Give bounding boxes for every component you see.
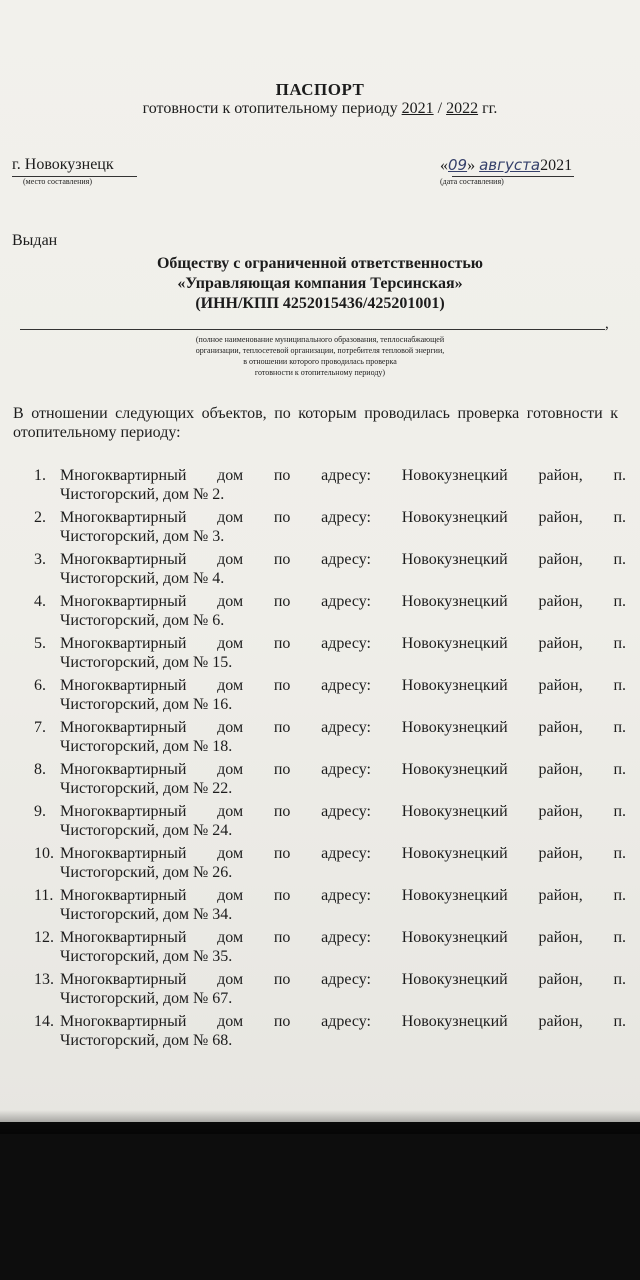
list-item-word: адресу: — [321, 761, 371, 778]
list-item-word: район, — [538, 761, 583, 778]
date-day: 09 — [448, 156, 468, 174]
list-item-word: дом — [217, 887, 244, 904]
list-item-word: Новокузнецкий — [401, 509, 508, 526]
date-caption: (дата составления) — [440, 177, 504, 186]
place-caption: (место составления) — [23, 177, 92, 186]
list-item-word: адресу: — [321, 551, 371, 568]
list-item-number: 10. — [34, 845, 54, 862]
list-item-text — [60, 550, 626, 588]
list-item-word: район, — [538, 593, 583, 610]
list-item-word: Многоквартирный — [60, 551, 187, 568]
list-item-word: п. — [613, 551, 626, 568]
list-item-word: Многоквартирный — [60, 1013, 187, 1030]
list-item-word: по — [273, 551, 291, 568]
list-item-number: 5. — [34, 635, 46, 652]
list-item-word: Многоквартирный — [60, 761, 187, 778]
list-item-word: Новокузнецкий — [401, 635, 508, 652]
list-item-word: Многоквартирный — [60, 593, 187, 610]
list-item-number: 1. — [34, 467, 46, 484]
org-comma: , — [605, 316, 609, 332]
list-item-address: Чистогорский, дом № 22. — [60, 780, 233, 797]
list-item-word: Новокузнецкий — [401, 593, 508, 610]
list-item-word: район, — [538, 467, 583, 484]
list-item-address: Чистогорский, дом № 2. — [60, 486, 225, 503]
list-item-word: район, — [538, 971, 583, 988]
list-item-word: адресу: — [321, 509, 371, 526]
date-year: 2021 — [540, 157, 573, 174]
list-item-text — [60, 466, 626, 504]
list-item-word: п. — [613, 929, 626, 946]
list-item-text — [60, 508, 626, 546]
date-open-quote: « — [440, 157, 448, 174]
list-item-word: по — [273, 677, 291, 694]
list-item — [34, 802, 626, 844]
list-item-word: Новокузнецкий — [401, 551, 508, 568]
list-item-word: адресу: — [321, 887, 371, 904]
list-item-word: Многоквартирный — [60, 845, 187, 862]
org-caption-line: организации, теплосетевой организации, потребителя тепловой энергии, — [195, 346, 445, 355]
list-item-number: 12. — [34, 929, 54, 946]
list-item-word: Новокузнецкий — [401, 803, 508, 820]
list-item-line1 — [60, 676, 626, 695]
list-item-line1 — [60, 886, 626, 905]
list-item-line1 — [60, 508, 626, 527]
list-item-word: адресу: — [321, 677, 371, 694]
list-item-address: Чистогорский, дом № 68. — [60, 1032, 233, 1049]
list-item-word: п. — [613, 761, 626, 778]
list-item-word: по — [273, 719, 291, 736]
list-item-word: Новокузнецкий — [401, 887, 508, 904]
list-item-word: п. — [613, 887, 626, 904]
list-item-word: п. — [613, 845, 626, 862]
list-item-word: район, — [538, 803, 583, 820]
list-item-word: район, — [538, 845, 583, 862]
list-item-text — [60, 844, 626, 882]
list-item-address: Чистогорский, дом № 34. — [60, 906, 233, 923]
list-item — [34, 634, 626, 676]
list-item-word: по — [273, 467, 291, 484]
list-item-number: 3. — [34, 551, 46, 568]
org-inn-kpp: (ИНН/КПП 4252015436/425201001) — [195, 295, 445, 312]
list-item-text — [60, 718, 626, 756]
list-item-word: Новокузнецкий — [401, 971, 508, 988]
date-close-quote: » — [467, 157, 476, 174]
org-caption-line: (полное наименование муниципального образования, теплоснабжающей — [195, 335, 445, 344]
document-subtitle — [0, 100, 640, 118]
list-item-line1 — [60, 466, 626, 485]
list-item-number: 4. — [34, 593, 46, 610]
list-item-line1 — [60, 970, 626, 989]
list-item-word: п. — [613, 593, 626, 610]
photo-shadow — [0, 1110, 640, 1134]
list-item-word: Многоквартирный — [60, 971, 187, 988]
list-item-word: район, — [538, 1013, 583, 1030]
list-item-word: Многоквартирный — [60, 467, 187, 484]
list-item-number: 6. — [34, 677, 46, 694]
list-item — [34, 718, 626, 760]
list-item-text — [60, 676, 626, 714]
list-item-word: по — [273, 509, 291, 526]
list-item-word: адресу: — [321, 593, 371, 610]
list-item-line1 — [60, 550, 626, 569]
list-item-address: Чистогорский, дом № 3. — [60, 528, 225, 545]
list-item-address: Чистогорский, дом № 16. — [60, 696, 233, 713]
list-item-word: дом — [217, 929, 244, 946]
list-item-number: 9. — [34, 803, 46, 820]
list-item-address: Чистогорский, дом № 15. — [60, 654, 233, 671]
list-item-number: 8. — [34, 761, 46, 778]
list-item-text — [60, 592, 626, 630]
list-item-word: дом — [217, 803, 244, 820]
list-item-line1 — [60, 1012, 626, 1031]
list-item-word: Многоквартирный — [60, 887, 187, 904]
objects-list — [34, 466, 626, 1054]
list-item-word: Многоквартирный — [60, 929, 187, 946]
year-to: 2022 — [446, 100, 479, 117]
list-item-word: п. — [613, 509, 626, 526]
list-item-word: адресу: — [321, 845, 371, 862]
list-item-word: дом — [217, 467, 244, 484]
list-item-address: Чистогорский, дом № 4. — [60, 570, 225, 587]
date-month: августа — [479, 156, 541, 174]
list-item-text — [60, 634, 626, 672]
list-item-word: по — [273, 803, 291, 820]
list-item-word: Новокузнецкий — [401, 845, 508, 862]
list-item — [34, 928, 626, 970]
document-title: ПАСПОРТ — [275, 80, 365, 99]
list-item-word: дом — [217, 635, 244, 652]
list-item-word: Многоквартирный — [60, 509, 187, 526]
list-item-word: дом — [217, 509, 244, 526]
list-item-line1 — [60, 928, 626, 947]
list-item-line1 — [60, 802, 626, 821]
list-item-text — [60, 760, 626, 798]
list-item-word: по — [273, 761, 291, 778]
list-item-word: п. — [613, 467, 626, 484]
list-item-word: Новокузнецкий — [401, 719, 508, 736]
objects-intro: В отношении следующих объектов, по которым проводилась проверка готовности к отопительному периоду: — [13, 405, 618, 441]
list-item — [34, 508, 626, 550]
list-item-word: дом — [217, 719, 244, 736]
list-item-word: по — [273, 845, 291, 862]
list-item-number: 7. — [34, 719, 46, 736]
list-item-number: 11. — [34, 887, 54, 904]
list-item-word: по — [273, 971, 291, 988]
list-item-word: Многоквартирный — [60, 677, 187, 694]
list-item-word: Новокузнецкий — [401, 1013, 508, 1030]
list-item-address: Чистогорский, дом № 35. — [60, 948, 233, 965]
year-separator: / — [437, 100, 443, 117]
list-item-text — [60, 1012, 626, 1050]
list-item-word: адресу: — [321, 467, 371, 484]
list-item-word: Новокузнецкий — [401, 467, 508, 484]
list-item-line1 — [60, 634, 626, 653]
year-suffix: гг. — [482, 100, 498, 117]
org-caption-line: готовности к отопительному периоду) — [254, 368, 386, 377]
list-item-word: район, — [538, 551, 583, 568]
list-item-word: по — [273, 635, 291, 652]
list-item — [34, 676, 626, 718]
list-item — [34, 886, 626, 928]
issued-label: Выдан — [12, 232, 58, 249]
list-item-word: район, — [538, 635, 583, 652]
list-item-word: Многоквартирный — [60, 803, 187, 820]
list-item-word: адресу: — [321, 719, 371, 736]
list-item-address: Чистогорский, дом № 18. — [60, 738, 233, 755]
list-item-word: дом — [217, 761, 244, 778]
list-item-word: Многоквартирный — [60, 719, 187, 736]
list-item-word: район, — [538, 509, 583, 526]
list-item — [34, 466, 626, 508]
list-item-word: адресу: — [321, 803, 371, 820]
list-item-word: п. — [613, 803, 626, 820]
org-caption — [0, 334, 640, 378]
list-item-word: по — [273, 1013, 291, 1030]
list-item-word: район, — [538, 887, 583, 904]
year-from: 2021 — [401, 100, 434, 117]
list-item — [34, 760, 626, 802]
list-item-line1 — [60, 760, 626, 779]
list-item-text — [60, 802, 626, 840]
list-item-word: п. — [613, 635, 626, 652]
document-date — [440, 156, 572, 175]
org-name-line1: Обществу с ограниченной ответственностью — [156, 255, 484, 272]
list-item-word: Новокузнецкий — [401, 677, 508, 694]
org-underline — [20, 329, 605, 330]
list-item-address: Чистогорский, дом № 24. — [60, 822, 233, 839]
list-item-line1 — [60, 844, 626, 863]
list-item-text — [60, 970, 626, 1008]
list-item-word: п. — [613, 1013, 626, 1030]
list-item-address: Чистогорский, дом № 26. — [60, 864, 233, 881]
org-name-line2: «Управляющая компания Терсинская» — [177, 275, 463, 292]
list-item-line1 — [60, 592, 626, 611]
subtitle-text: готовности к отопительному периоду — [142, 100, 398, 117]
list-item-word: район, — [538, 929, 583, 946]
list-item-word: дом — [217, 971, 244, 988]
org-caption-line: в отношении которого проводилась проверка — [243, 357, 397, 366]
list-item-number: 14. — [34, 1013, 54, 1030]
list-item-number: 13. — [34, 971, 54, 988]
list-item-word: дом — [217, 845, 244, 862]
list-item-word: дом — [217, 677, 244, 694]
list-item — [34, 592, 626, 634]
list-item — [34, 844, 626, 886]
list-item-word: Многоквартирный — [60, 635, 187, 652]
list-item-word: дом — [217, 593, 244, 610]
list-item-word: район, — [538, 677, 583, 694]
list-item-word: п. — [613, 677, 626, 694]
list-item-word: п. — [613, 971, 626, 988]
list-item-word: по — [273, 887, 291, 904]
list-item-address: Чистогорский, дом № 67. — [60, 990, 233, 1007]
list-item-line1 — [60, 718, 626, 737]
list-item-word: район, — [538, 719, 583, 736]
list-item-word: п. — [613, 719, 626, 736]
list-item — [34, 970, 626, 1012]
list-item-word: дом — [217, 551, 244, 568]
list-item-word: адресу: — [321, 929, 371, 946]
list-item-word: по — [273, 593, 291, 610]
list-item-word: адресу: — [321, 1013, 371, 1030]
list-item-address: Чистогорский, дом № 6. — [60, 612, 225, 629]
list-item-word: Новокузнецкий — [401, 761, 508, 778]
list-item — [34, 1012, 626, 1054]
list-item — [34, 550, 626, 592]
list-item-text — [60, 928, 626, 966]
list-item-word: адресу: — [321, 971, 371, 988]
list-item-word: адресу: — [321, 635, 371, 652]
list-item-word: по — [273, 929, 291, 946]
list-item-word: Новокузнецкий — [401, 929, 508, 946]
list-item-number: 2. — [34, 509, 46, 526]
list-item-word: дом — [217, 1013, 244, 1030]
list-item-text — [60, 886, 626, 924]
place-city: г. Новокузнецк — [12, 156, 114, 173]
